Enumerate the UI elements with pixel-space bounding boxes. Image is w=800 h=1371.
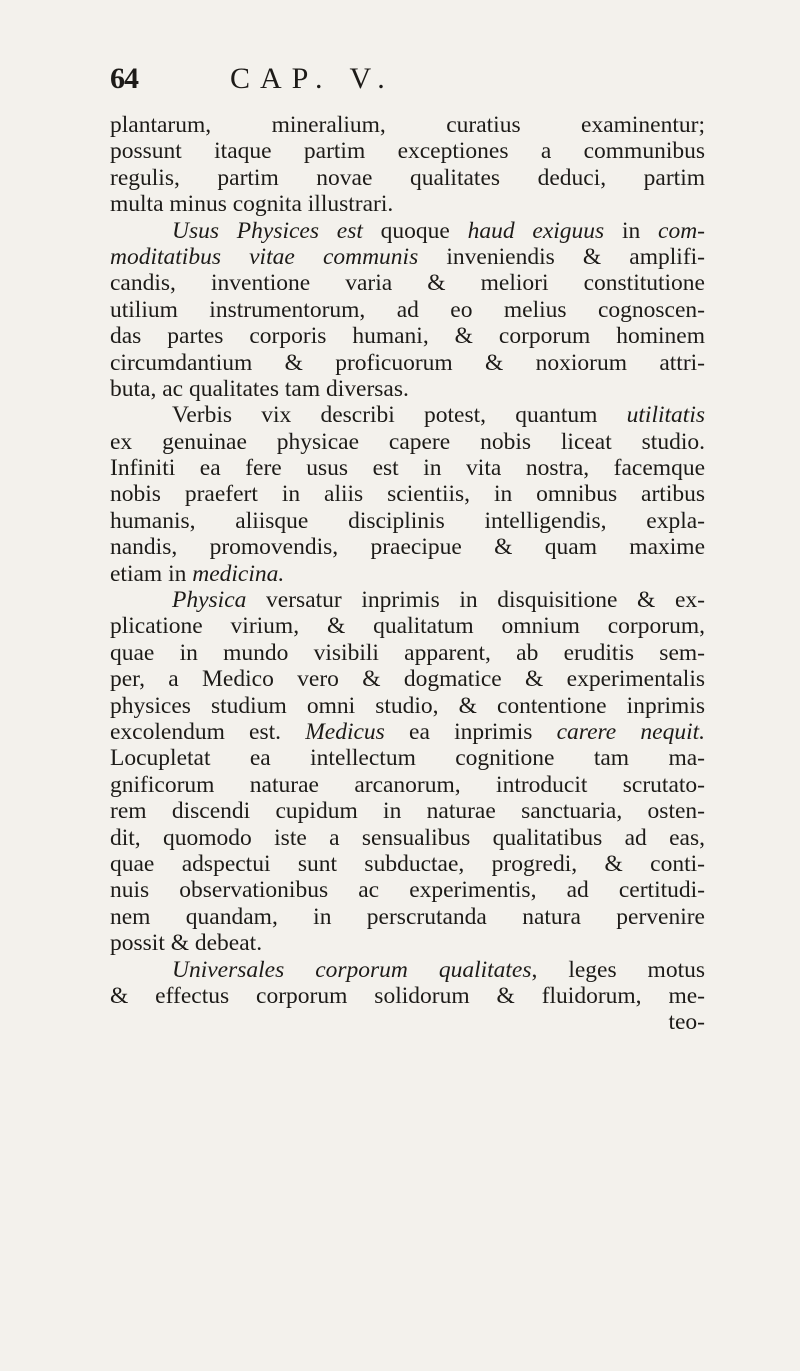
text-segment: ea inprimis <box>384 718 557 745</box>
text-segment: ex genuinae physicae capere nobis liceat studio. <box>110 428 705 455</box>
text-line <box>110 429 705 455</box>
text-segment: physices studium omni studio, & contentione inprimis <box>110 692 705 719</box>
text-segment: circumdantium & proficuorum & noxiorum attri- <box>110 349 705 376</box>
text-segment: per, a Medico vero & dogmatice & experimentalis <box>110 666 705 693</box>
text-segment: Verbis vix describi potest, quantum <box>172 402 627 429</box>
text-segment: das partes corporis humani, & corporum hominem <box>110 323 705 350</box>
italic-text: Universales corporum qualitates <box>172 956 532 983</box>
text-line <box>110 112 705 138</box>
text-segment: regulis, partim novae qualitates deduci, partim <box>110 164 705 191</box>
text-line <box>110 218 705 244</box>
text-line <box>110 191 705 217</box>
text-line <box>110 508 705 534</box>
text-line <box>110 165 705 191</box>
text-segment: nandis, promovendis, praecipue & quam maxime <box>110 534 705 561</box>
text-segment: etiam in <box>110 560 193 587</box>
italic-text: medicina. <box>192 560 285 587</box>
italic-text: carere nequit. <box>556 718 705 745</box>
text-line <box>110 455 705 481</box>
text-segment: & effectus corporum solidorum & fluidorum, me- <box>110 982 705 1009</box>
text-line <box>110 270 705 296</box>
text-segment: Infiniti ea fere usus est in vita nostra, facemque <box>110 455 705 482</box>
text-line <box>110 851 705 877</box>
text-line <box>110 561 705 587</box>
text-line <box>110 666 705 692</box>
text-segment: possit & debeat. <box>110 930 263 957</box>
italic-text: Physica <box>172 587 247 614</box>
text-segment: teo- <box>668 1009 705 1036</box>
text-line <box>110 1009 705 1035</box>
text-line <box>110 877 705 903</box>
text-line <box>110 930 705 956</box>
text-line <box>110 745 705 771</box>
text-segment: , leges motus <box>531 956 705 983</box>
text-segment: nobis praefert in aliis scientiis, in omnibus artibus <box>110 481 705 508</box>
text-line <box>110 138 705 164</box>
text-line <box>110 297 705 323</box>
text-segment: utilium instrumentorum, ad eo melius cognoscen- <box>110 296 705 323</box>
text-line <box>110 957 705 983</box>
running-head <box>110 62 700 102</box>
text-line <box>110 798 705 824</box>
text-segment: multa minus cognita illustrari. <box>110 191 394 218</box>
italic-text: haud exiguus <box>467 217 605 244</box>
text-segment: dit, quomodo iste a sensualibus qualitatibus ad eas, <box>110 824 705 851</box>
text-line <box>110 350 705 376</box>
italic-text: com- <box>658 217 705 244</box>
text-line <box>110 693 705 719</box>
text-segment: excolendum est. <box>110 718 306 745</box>
text-segment: quae adspectui sunt subductae, progredi, & conti- <box>110 850 705 877</box>
text-segment: in <box>604 217 659 244</box>
text-segment: possunt itaque partim exceptiones a communibus <box>110 138 705 165</box>
text-line <box>110 402 705 428</box>
text-segment: humanis, aliisque disciplinis intelligendis, expla- <box>110 507 705 534</box>
italic-text: utilitatis <box>626 402 705 429</box>
text-line <box>110 534 705 560</box>
text-segment: inveniendis & amplifi- <box>418 243 706 270</box>
italic-text: Usus Physices est <box>172 217 363 244</box>
page-number: 64 <box>110 62 138 95</box>
chapter-heading: CAP. V. <box>230 62 395 95</box>
text-line <box>110 983 705 1009</box>
text-segment: quoque <box>362 217 468 244</box>
text-segment: Locupletat ea intellectum cognitione tam ma- <box>110 745 705 772</box>
text-line <box>110 904 705 930</box>
text-line <box>110 587 705 613</box>
italic-text: Medicus <box>305 718 385 745</box>
text-line <box>110 772 705 798</box>
text-segment: buta, ac qualitates tam diversas. <box>110 375 409 402</box>
body-text <box>110 112 705 1036</box>
italic-text: moditatibus vitae communis <box>110 243 419 270</box>
text-line <box>110 825 705 851</box>
text-line <box>110 719 705 745</box>
text-segment: plantarum, mineralium, curatius examinentur; <box>110 112 705 138</box>
text-segment: candis, inventione varia & meliori constitutione <box>110 270 705 297</box>
text-line <box>110 613 705 639</box>
text-line <box>110 323 705 349</box>
text-segment: rem discendi cupidum in naturae sanctuaria, osten- <box>110 798 705 825</box>
text-line <box>110 640 705 666</box>
text-segment: plicatione virium, & qualitatum omnium corporum, <box>110 613 705 640</box>
text-segment: quae in mundo visibili apparent, ab eruditis sem- <box>110 639 705 666</box>
text-line <box>110 481 705 507</box>
text-segment: nuis observationibus ac experimentis, ad certitudi- <box>110 877 705 904</box>
text-segment: versatur inprimis in disquisitione & ex- <box>246 587 705 614</box>
text-line <box>110 244 705 270</box>
text-line <box>110 376 705 402</box>
text-segment: nem quandam, in perscrutanda natura pervenire <box>110 903 705 930</box>
text-segment: gnificorum naturae arcanorum, introducit scrutato- <box>110 771 705 798</box>
